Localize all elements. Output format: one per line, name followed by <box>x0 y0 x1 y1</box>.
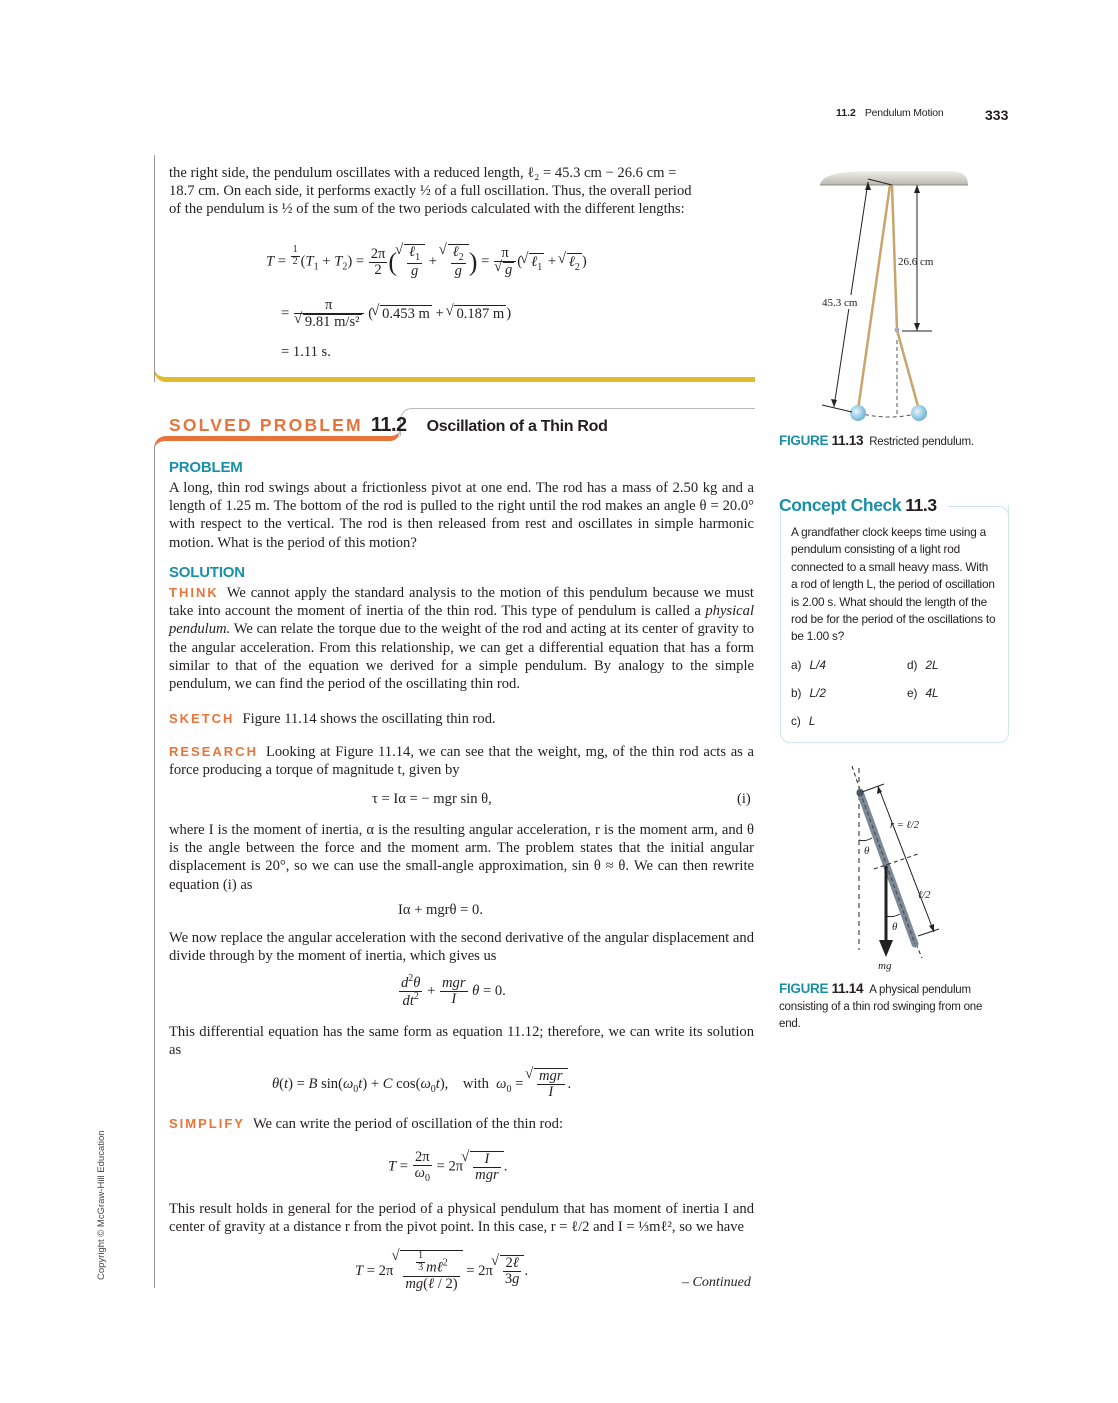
equation-differential: $\frac{d^2\theta}{dt^2}$ + $\frac{\text{mgr}}{I}$ θ = 0. <box>401 973 506 1010</box>
equation-solution: θ(t) = B $\sin(\omega_0t) + C$ $\cos(\omega_0t)$, with $\omega_0$ = √ $\frac{\text{mgr}}{I}$ . <box>272 1068 571 1101</box>
copyright-notice: Copyright © McGraw-Hill Education <box>96 1130 107 1280</box>
l2-value: √ 0.187 m <box>454 305 506 323</box>
concept-check-title <box>779 495 937 516</box>
gold-rule <box>154 369 755 382</box>
research-paragraph-4: This differential equation has the same form as equation 11.12; therefore, we can write its solution as <box>169 1024 754 1059</box>
simplify-label: SIMPLIFY <box>169 1116 245 1131</box>
pivot-icon <box>857 790 864 797</box>
simplify-paragraph <box>169 1115 754 1133</box>
dimension-short-label: 26.6 cm <box>898 256 934 268</box>
figure-label: FIGURE 11.13 <box>779 433 864 448</box>
text-line: the right side, the pendulum oscillates with a reduced length, ℓ₂ = 45.3 cm − 26.6 cm = <box>169 165 677 181</box>
sketch-paragraph <box>169 710 754 728</box>
concept-check-top-rule <box>948 506 1009 518</box>
concept-check-option-e[interactable]: e) 4L <box>907 686 939 700</box>
half-length-label: ℓ/2 <box>918 890 931 901</box>
solved-problem-label: SOLVED PROBLEM <box>169 415 363 435</box>
solved-problem-header <box>169 414 608 437</box>
solved-problem-number: 11.2 <box>370 414 407 436</box>
equation-period-values: = π √ 9.81 m/s² ( √ 0.453 m + √ 0.187 m ) <box>281 298 511 331</box>
running-head <box>836 107 944 119</box>
think-italic-term: physical pendulum. <box>169 603 754 638</box>
mg-label: mg <box>878 960 892 972</box>
solution-heading: SOLUTION <box>169 564 245 581</box>
equation-period-physical: T = $\frac{2\pi}{\omega_0}$ = 2π √ $\frac{I}{\text{mgr}}$ . <box>388 1150 507 1185</box>
text-line: 18.7 cm. On each side, it performs exactly ½ of a full oscillation. Thus, the overall period <box>169 183 692 200</box>
research-paragraph-3: We now replace the angular acceleration with the second derivative of the angular displacement and divide through by the moment of inertia, which gives us <box>169 930 754 965</box>
solved-problem-left-rule <box>154 450 155 1288</box>
figure-caption-text: A physical pendulum consisting of a thin rod swinging from one end. <box>779 984 983 1030</box>
page-number: 333 <box>985 107 1009 123</box>
r-label: r = ℓ/2 <box>890 820 919 831</box>
continued-label: – Continued <box>682 1275 751 1290</box>
period-result: 1.11 s. <box>292 344 331 360</box>
running-head-title: Pendulum Motion <box>864 107 944 119</box>
dimension-long-label: 45.3 cm <box>822 297 858 309</box>
problem-text: A long, thin rod swings about a frictionless pivot at one end. The rod has a mass of 2.50 kg and a length of 1.25 m. The bottom of the rod is pulled to the right until the rod makes an angle θ = 20.0° with respect to the vertical. The rod is then released from rest and oscillates in simple harmonic motion. What is the period of this motion? <box>169 480 754 551</box>
figure-11-14-physical-pendulum <box>830 762 960 972</box>
problem-heading: PROBLEM <box>169 459 243 476</box>
theta-label-bottom: θ <box>892 921 898 933</box>
running-head-section: 11.2 <box>836 107 856 119</box>
concept-check-question: A grandfather clock keeps time using a pendulum consisting of a light rod connected to a small heavy mass. With a rod of length L, the period of oscillation is 2.00 s. What should the length of the rod be for the period of the oscillations to be 1.00 s? <box>791 525 996 644</box>
pendulum-bob-right-icon <box>911 405 927 421</box>
equation-number-i: (i) <box>737 791 751 807</box>
research-text: Looking at Figure 11.14, we can see that the weight, mg, of the thin rod acts as a force producing a torque of magnitude t, given by <box>169 744 754 779</box>
concept-check-option-d[interactable]: d) 2L <box>907 658 939 672</box>
force-arrow-icon <box>879 940 893 957</box>
concept-check-number: 11.3 <box>905 495 937 515</box>
simplify-text: We can write the period of oscillation of the thin rod: <box>252 1116 564 1132</box>
think-paragraph <box>169 584 754 693</box>
pendulum-bob-left-icon <box>850 405 866 421</box>
ceiling-icon <box>820 171 968 185</box>
figure-11-13-restricted-pendulum <box>810 165 980 425</box>
sketch-label: SKETCH <box>169 711 235 726</box>
equation-period-rod: T = 2π √ $\frac{1}{3}$ mℓ$^2$ mg(ℓ / 2) = 2π √ $\frac{\text{2ℓ}}{3g}$ . <box>355 1250 528 1292</box>
theta-label-top: θ <box>864 845 870 857</box>
concept-check-option-c[interactable]: c) L <box>791 714 816 728</box>
text-line: of the pendulum is ½ of the sum of the two periods calculated with the different lengths: <box>169 201 685 218</box>
figure-11-14-caption <box>779 980 994 1033</box>
solved-problem-title: Oscillation of a Thin Rod <box>426 418 608 435</box>
figure-label: FIGURE 11.14 <box>779 981 864 996</box>
peg-icon <box>895 328 900 333</box>
previous-problem-text <box>169 164 754 219</box>
think-label: THINK <box>169 585 219 600</box>
research-paragraph-2: where I is the moment of inertia, α is the resulting angular acceleration, r is the moment arm, and θ is the angle between the force and the moment arm. The problem states that the initial angular displacement is 20°, so we can use the small-angle approximation, sin θ ≈ θ. We can then rewrite equation (i) as <box>169 822 754 893</box>
concept-check-option-a[interactable]: a) L/4 <box>791 658 826 672</box>
think-text: We cannot apply the standard analysis to the motion of this pendulum because we must take into account the moment of inertia of the thin rod. This type of pendulum is called a <box>169 585 754 620</box>
figure-11-13-caption <box>779 432 974 451</box>
concept-check-option-b[interactable]: b) L/2 <box>791 686 826 700</box>
equation-period-sum: T = $\frac{1}{2}$ $(T_1 + T_2)$ = $\frac{2\pi}{2}$ ( √ $\frac{\ell_1}{g}$ + √ $\frac{\ell_2}{g}$ ) = π √ g ( √ ℓ$_1$ + √ ℓ$_2$ ) <box>266 244 587 280</box>
equation-period-result: = 1.11 s. <box>281 344 331 360</box>
think-text-continued: We can relate the torque due to the weight of the rod and acting at its center of gravity to the angular acceleration. From this relationship, we can get a differential equation that has a form similar to that of the equation we derived for a simple pendulum. By analogy to the simple pendulum, we can find the period of the oscillating thin rod. <box>169 621 754 693</box>
equation-torque: τ = Iα = − mgr sin θ, <box>372 791 492 807</box>
equation-small-angle: Iα + mgrθ = 0. <box>398 902 484 918</box>
simplify-paragraph-2: This result holds in general for the period of a physical pendulum that has moment of inertia I and center of gravity at a distance r from the pivot point. In this case, r = ℓ/2 and I = ⅓mℓ², so we have <box>169 1201 754 1236</box>
l1-value: √ 0.453 m <box>380 305 432 323</box>
concept-check-label: Concept Check <box>779 495 902 515</box>
sketch-text: Figure 11.14 shows the oscillating thin rod. <box>242 711 496 727</box>
gravity-value: √ 9.81 m/s² <box>303 314 362 330</box>
research-paragraph <box>169 743 754 779</box>
research-label: RESEARCH <box>169 744 258 759</box>
figure-caption-text: Restricted pendulum. <box>869 436 974 448</box>
